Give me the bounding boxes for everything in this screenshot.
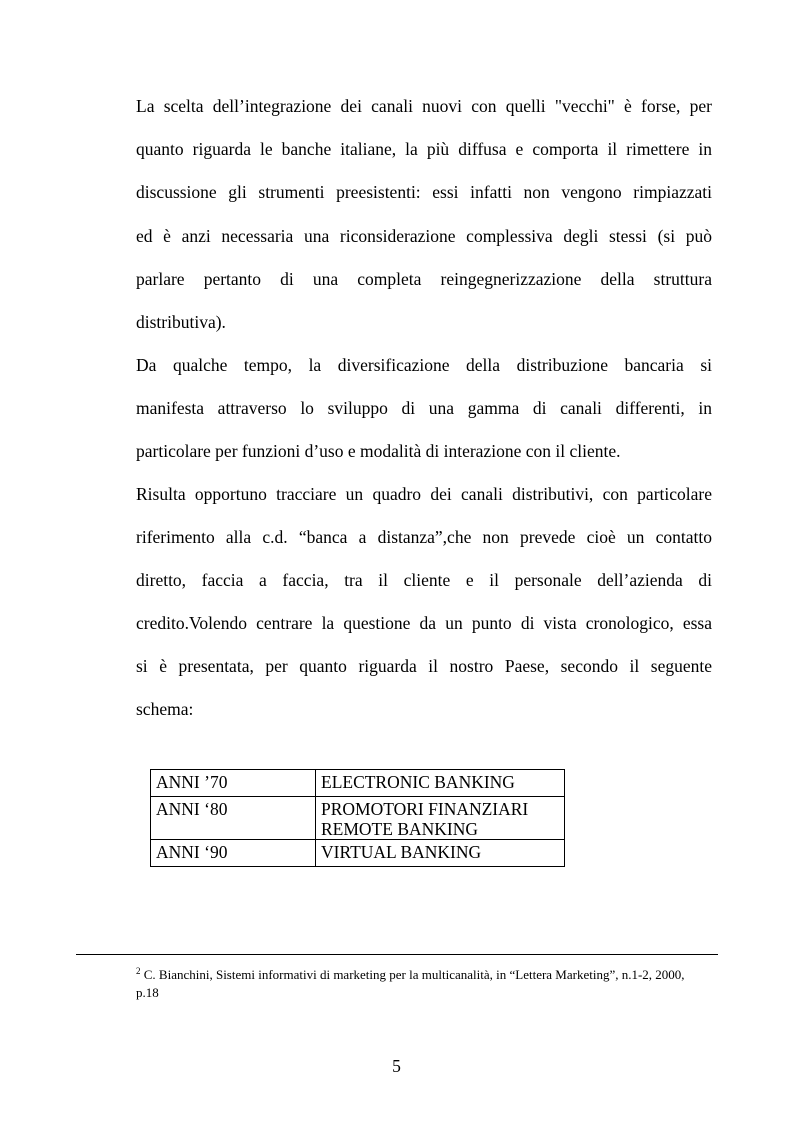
text-line: La scelta dell’integrazione dei canali nuovi con quelli "vecchi" è forse, per xyxy=(136,96,712,116)
text-line: particolare per funzioni d’uso e modalità di interazione con il cliente. xyxy=(136,441,621,461)
table-row xyxy=(151,797,565,840)
channel-label: PROMOTORI FINANZIARI xyxy=(321,799,529,819)
text-line: Risulta opportuno tracciare un quadro dei canali distributivi, con particolare xyxy=(136,484,712,504)
footnote xyxy=(136,962,712,1002)
text-line: discussione gli strumenti preesistenti: essi infatti non vengono rimpiazzati xyxy=(136,182,712,202)
text-line: Da qualche tempo, la diversificazione della distribuzione bancaria si xyxy=(136,355,712,375)
footnote-text: C. Bianchini, Sistemi informativi di marketing per la multicanalità, in “Lettera Marketing”, n.1-2, 2000, xyxy=(143,967,685,982)
period-cell: ANNI ‘90 xyxy=(151,840,316,867)
text-line: si è presentata, per quanto riguarda il nostro Paese, secondo il seguente xyxy=(136,656,712,676)
text-line: credito.Volendo centrare la questione da un punto di vista cronologico, essa xyxy=(136,613,712,633)
channel-label: REMOTE BANKING xyxy=(321,819,479,839)
channel-cell xyxy=(316,797,565,840)
text-line: riferimento alla c.d. “banca a distanza”,che non prevede cioè un contatto xyxy=(136,527,712,547)
text-line: diretto, faccia a faccia, tra il cliente e il personale dell’azienda di xyxy=(136,570,712,590)
channel-label: ELECTRONIC BANKING xyxy=(321,772,515,792)
text-line: ed è anzi necessaria una riconsiderazione complessiva degli stessi (si può xyxy=(136,226,712,246)
table-row xyxy=(151,840,565,867)
channel-cell xyxy=(316,770,565,797)
footnote-line: p.18 xyxy=(136,985,159,1000)
footnote-divider xyxy=(76,954,718,955)
channel-cell xyxy=(316,840,565,867)
period-cell: ANNI ‘80 xyxy=(151,797,316,840)
footnote-number: 2 xyxy=(136,966,141,976)
banking-channels-table xyxy=(150,769,565,867)
period-cell: ANNI ’70 xyxy=(151,770,316,797)
text-line: schema: xyxy=(136,699,194,719)
page-number: 5 xyxy=(392,1056,401,1076)
text-line: parlare pertanto di una completa reingegnerizzazione della struttura xyxy=(136,269,712,289)
text-line: distributiva). xyxy=(136,312,226,332)
text-line: quanto riguarda le banche italiane, la più diffusa e comporta il rimettere in xyxy=(136,139,712,159)
footnote-line xyxy=(136,962,712,984)
table-row xyxy=(151,770,565,797)
text-line: manifesta attraverso lo sviluppo di una gamma di canali differenti, in xyxy=(136,398,712,418)
channel-label: VIRTUAL BANKING xyxy=(321,842,482,862)
